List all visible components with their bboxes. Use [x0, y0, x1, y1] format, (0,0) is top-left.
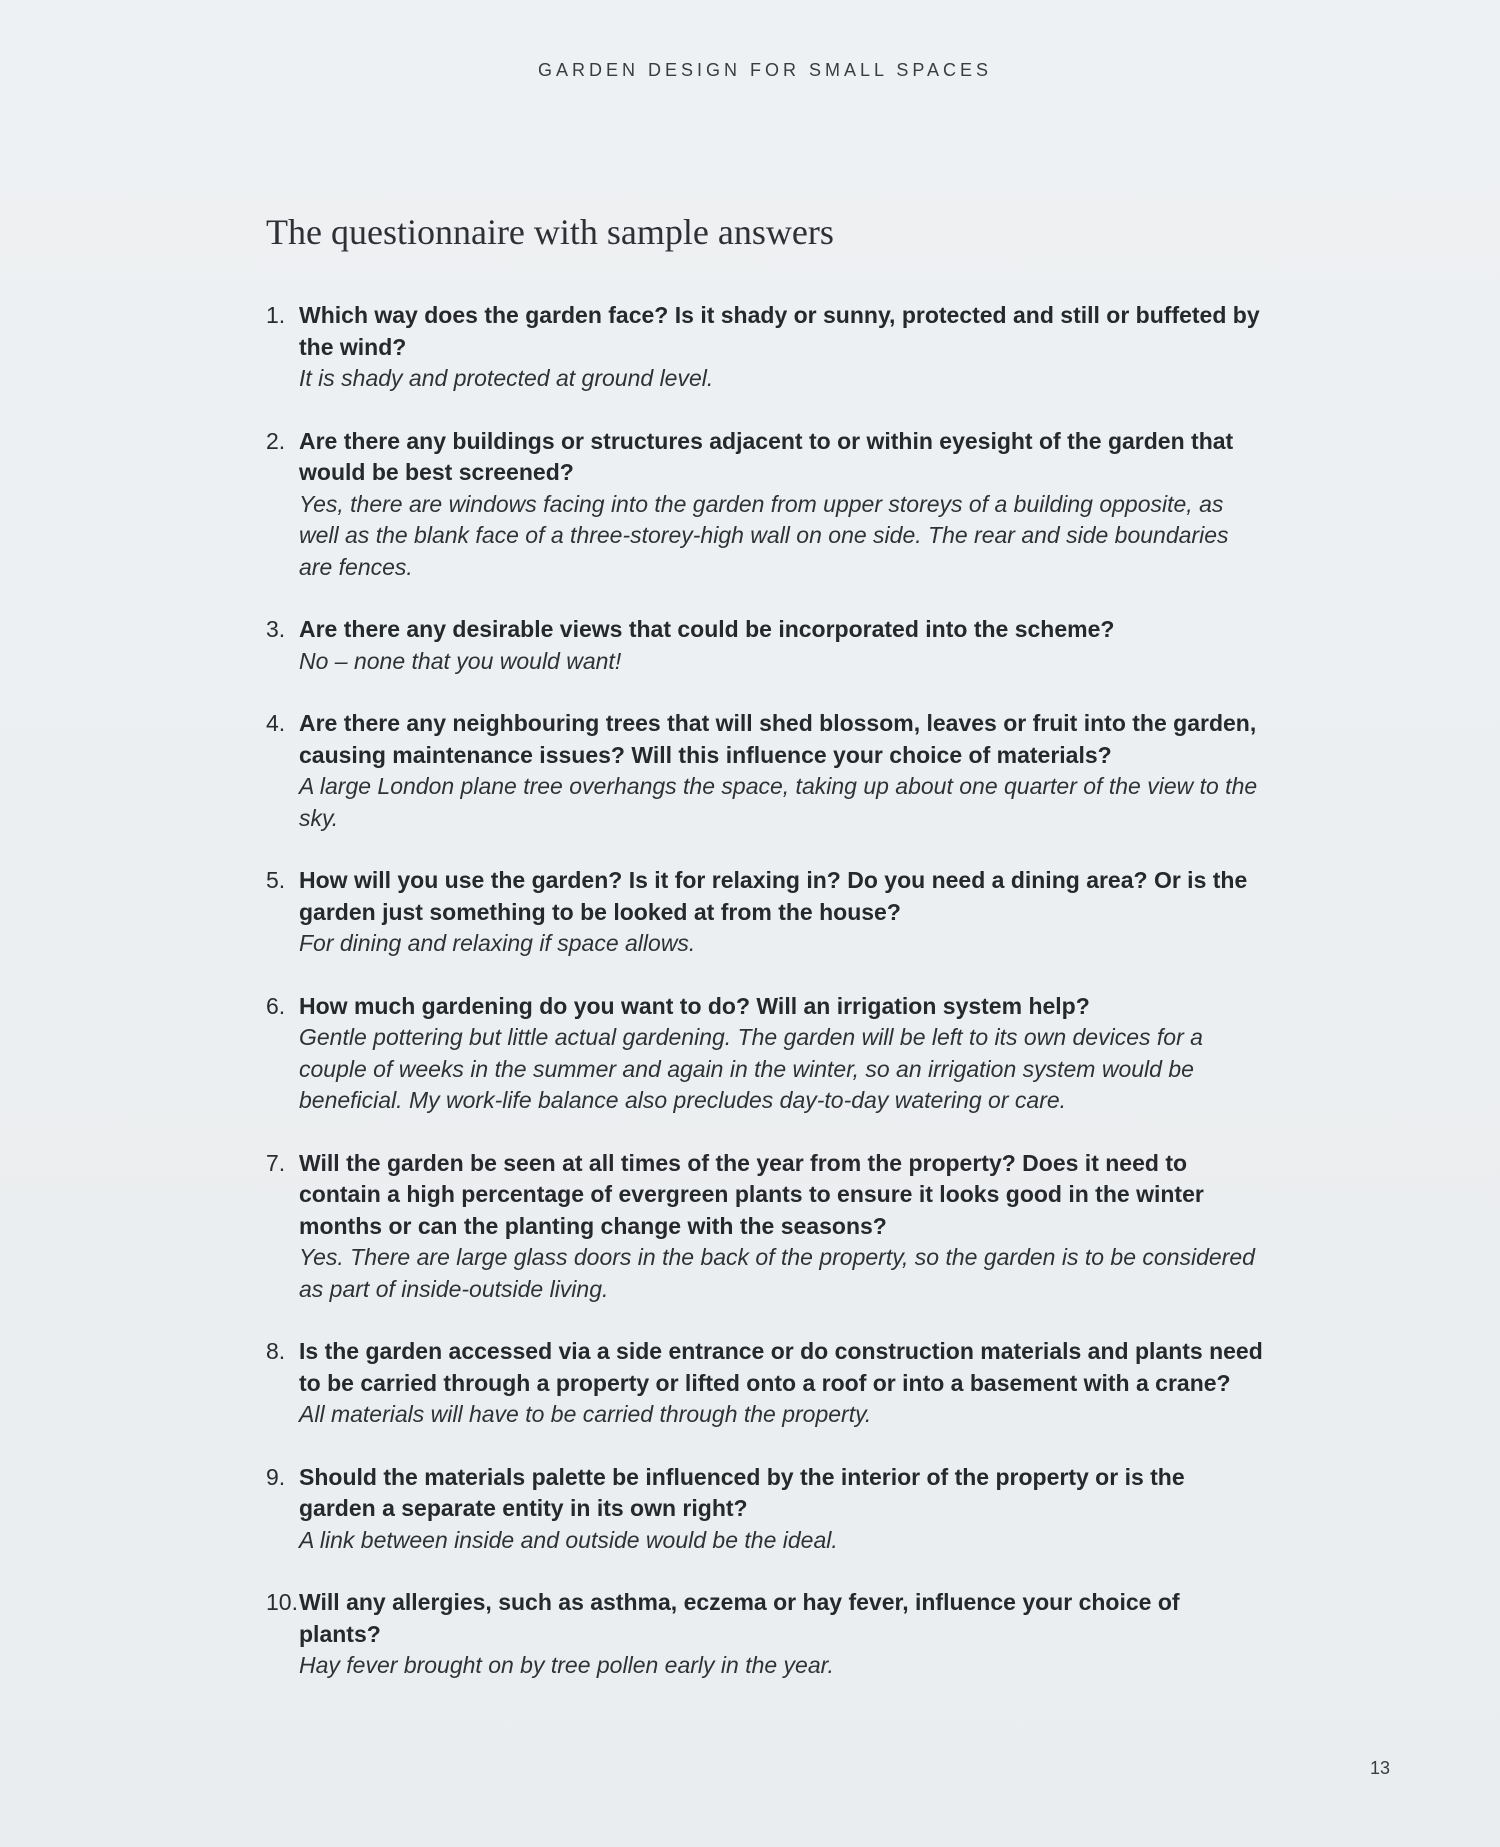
item-body	[299, 1336, 1266, 1431]
page-number: 13	[1370, 1758, 1391, 1778]
list-item	[266, 300, 1266, 395]
answer-text: It is shady and protected at ground level.	[299, 365, 714, 391]
list-item	[266, 865, 1266, 960]
question-text: Will the garden be seen at all times of the year from the property? Does it need to contain a high percentage of evergreen plants to ensure it looks good in the winter months or can the planting change with the seasons?	[299, 1149, 1204, 1239]
list-item	[266, 614, 1266, 677]
list-item	[266, 426, 1266, 584]
question-text: How much gardening do you want to do? Will an irrigation system help?	[299, 992, 1090, 1019]
question-text: Should the materials palette be influenced by the interior of the property or is the garden a separate entity in its own right?	[299, 1463, 1185, 1521]
item-number: 4.	[266, 710, 286, 736]
answer-text: No – none that you would want!	[299, 647, 622, 674]
question-text: Is the garden accessed via a side entrance or do construction materials and plants need to be carried through a property or lifted onto a roof or into a basement with a crane?	[299, 1338, 1263, 1396]
question-text: Which way does the garden face? Is it shady or sunny, protected and still or buffeted by the wind?	[299, 302, 1260, 360]
item-number: 7.	[266, 1149, 286, 1176]
item-body	[299, 614, 1266, 677]
item-number: 1.	[266, 302, 286, 328]
item-number: 5.	[266, 867, 286, 893]
item-body	[299, 1148, 1266, 1306]
item-body	[299, 300, 1266, 395]
answer-text: A large London plane tree overhangs the space, taking up about one quarter of the view to the sky.	[299, 773, 1258, 831]
item-body	[299, 708, 1266, 834]
question-text: Will any allergies, such as asthma, eczema or hay fever, influence your choice of plants?	[299, 1589, 1180, 1647]
list-item	[266, 1336, 1266, 1431]
list-item	[266, 1462, 1266, 1557]
item-number: 6.	[266, 992, 286, 1019]
item-number: 9.	[266, 1463, 286, 1490]
question-text: How will you use the garden? Is it for relaxing in? Do you need a dining area? Or is the garden just something to be looked at from the house?	[299, 867, 1248, 925]
item-body	[299, 1587, 1266, 1682]
question-text: Are there any desirable views that could be incorporated into the scheme?	[299, 616, 1115, 642]
answer-text: Yes. There are large glass doors in the back of the property, so the garden is to be considered as part of inside-outside living.	[299, 1244, 1255, 1302]
item-body	[299, 426, 1266, 584]
answer-text: All materials will have to be carried through the property.	[299, 1401, 872, 1427]
running-header: GARDEN DESIGN FOR SMALL SPACES	[537, 60, 993, 80]
questionnaire-list	[266, 300, 1266, 1713]
list-item	[266, 708, 1266, 834]
item-body	[299, 1462, 1266, 1557]
item-number: 8.	[266, 1338, 286, 1364]
answer-text: Hay fever brought on by tree pollen early in the year.	[299, 1652, 834, 1678]
item-body	[299, 991, 1266, 1117]
list-item	[266, 1587, 1266, 1682]
item-number: 3.	[266, 616, 286, 642]
item-number: 2.	[266, 427, 286, 454]
answer-text: Yes, there are windows facing into the garden from upper storeys of a building opposite, as well as the blank face of a three-storey-high wall on one side. The rear and side boundaries are fences.	[299, 490, 1229, 580]
list-item	[266, 991, 1266, 1117]
list-item	[266, 1148, 1266, 1306]
answer-text: For dining and relaxing if space allows.	[299, 930, 696, 956]
section-title: The questionnaire with sample answers	[266, 212, 834, 252]
item-number: 10.	[266, 1589, 298, 1615]
answer-text: Gentle pottering but little actual gardening. The garden will be left to its own devices for a couple of weeks in the summer and again in the winter, so an irrigation system would be beneficial. My work-life balance also precludes day-to-day watering or care.	[299, 1024, 1203, 1113]
question-text: Are there any neighbouring trees that will shed blossom, leaves or fruit into the garden, causing maintenance issues? Will this influence your choice of materials?	[299, 710, 1257, 768]
question-text: Are there any buildings or structures adjacent to or within eyesight of the garden that would be best screened?	[299, 427, 1234, 485]
item-body	[299, 865, 1266, 960]
answer-text: A link between inside and outside would be the ideal.	[299, 1526, 838, 1553]
